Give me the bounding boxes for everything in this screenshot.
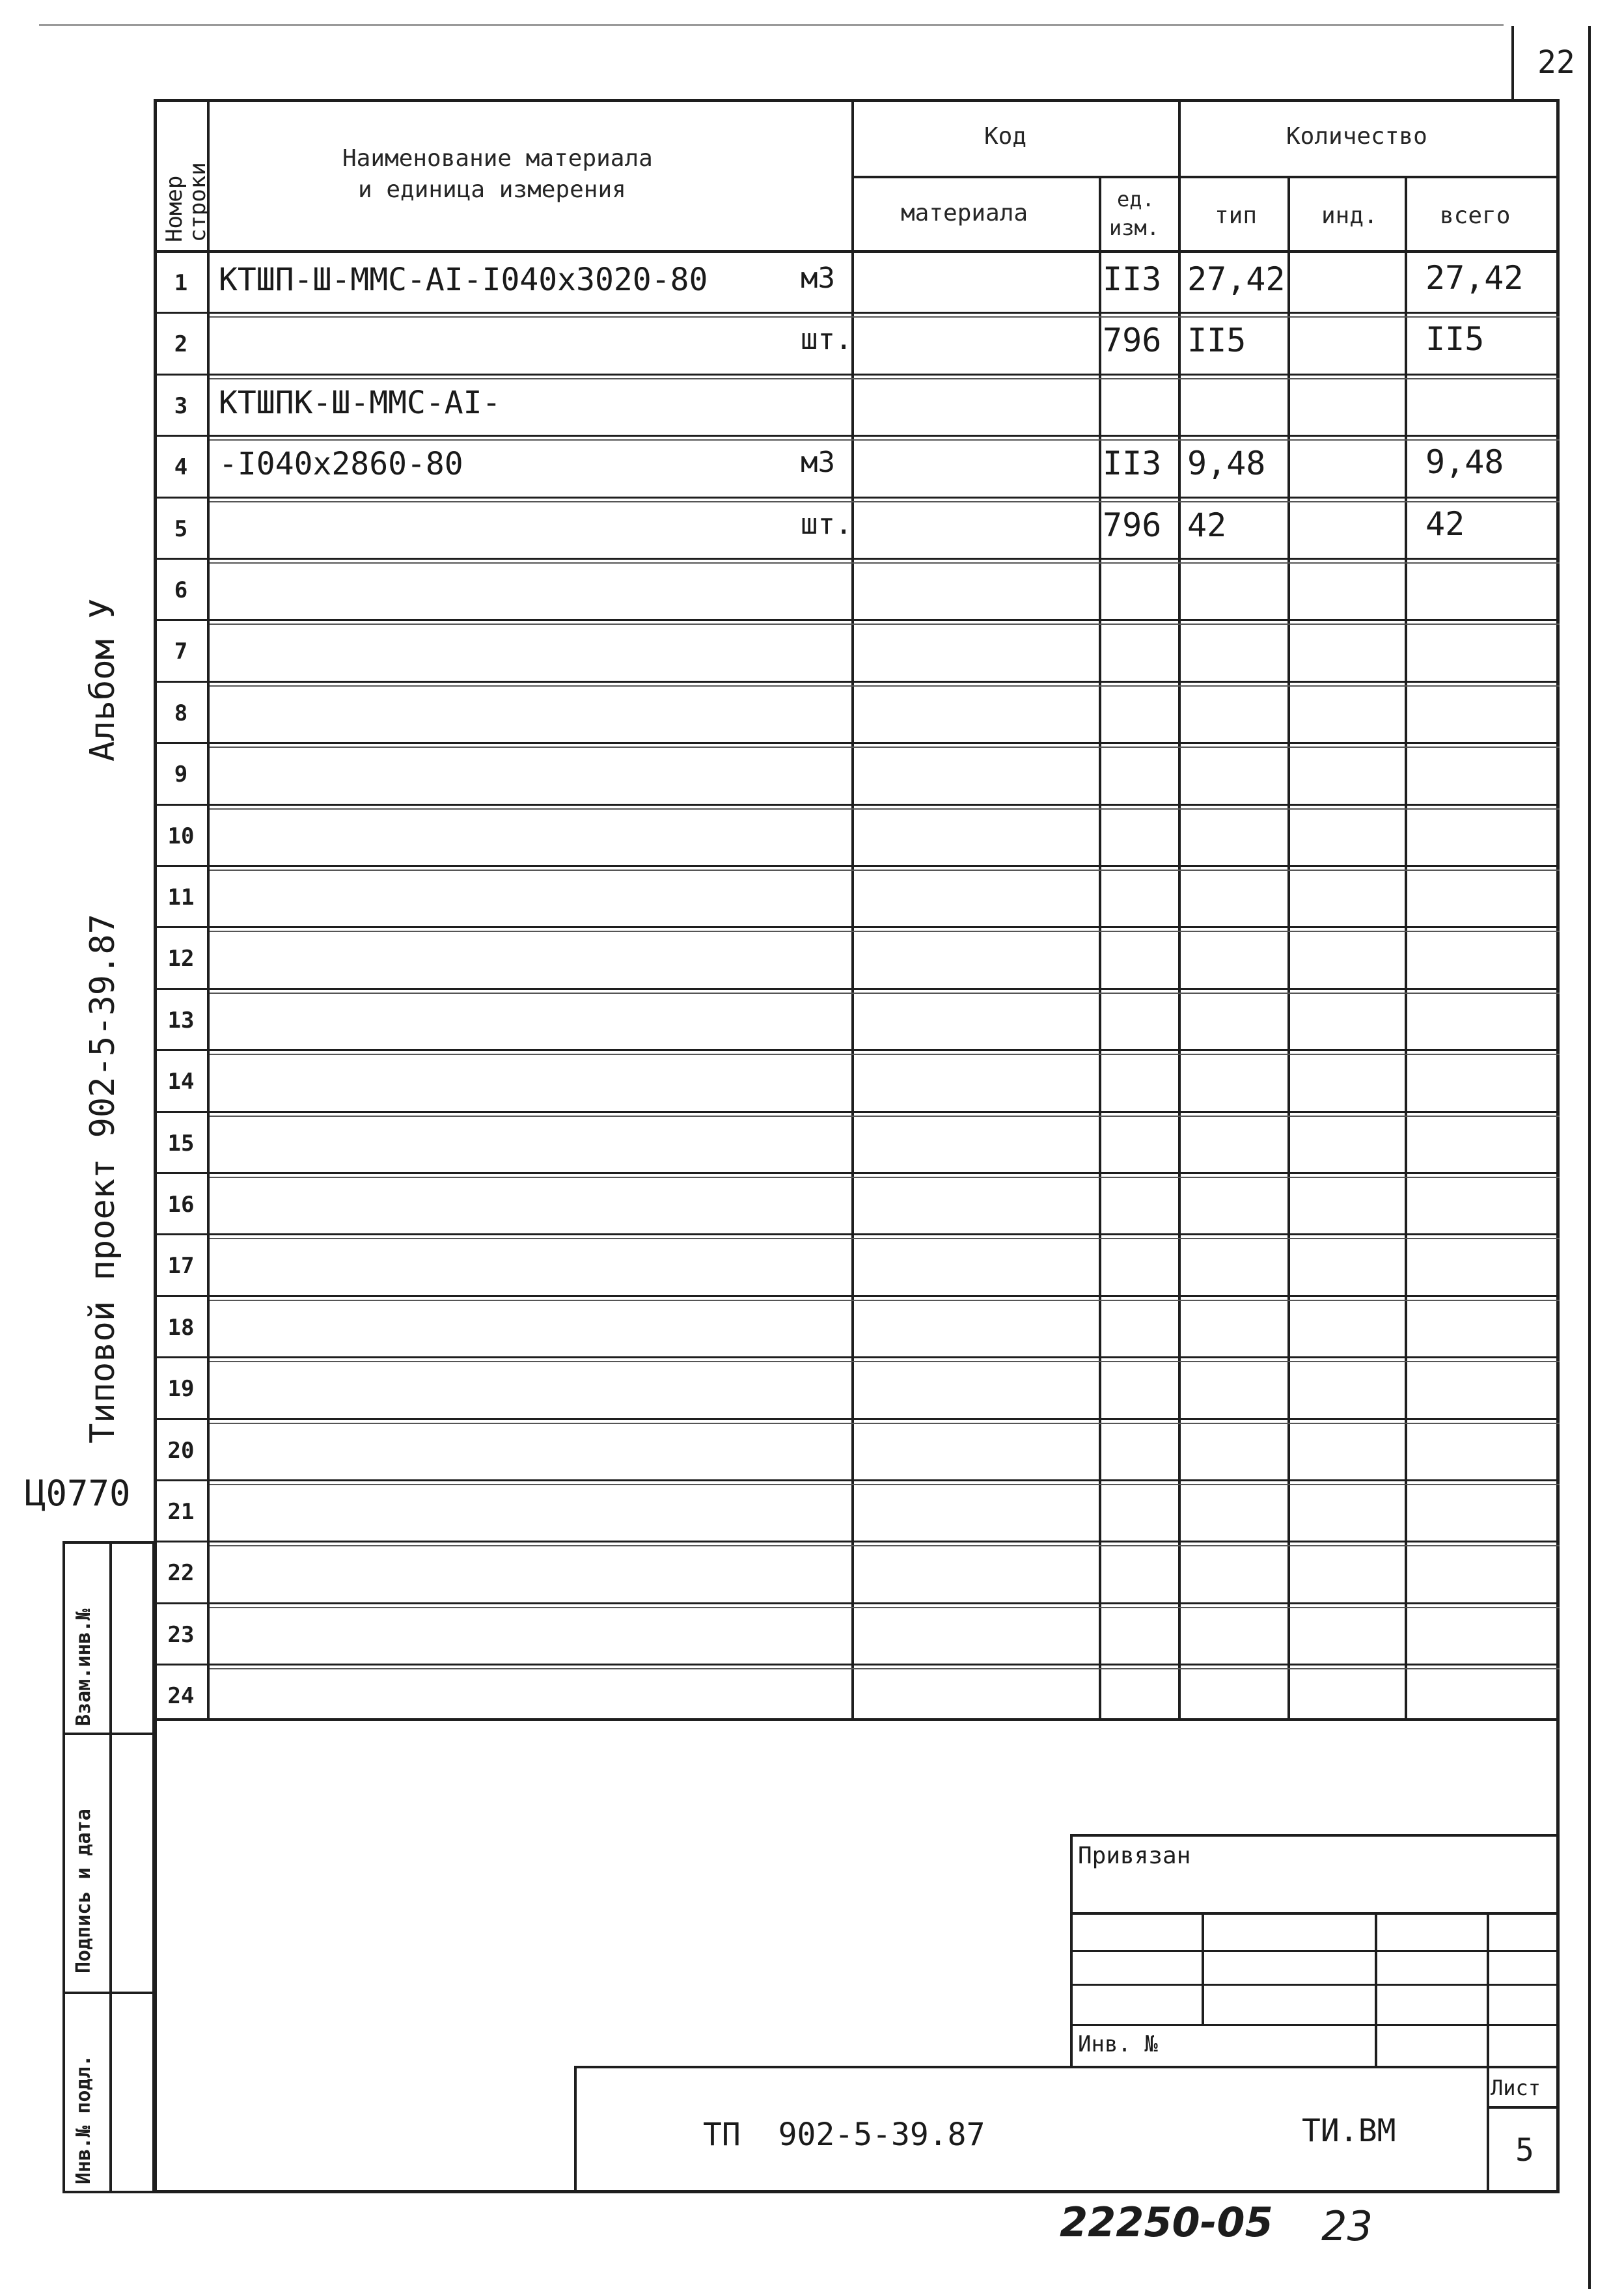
header-qty-group: Количество xyxy=(1286,123,1427,150)
row-type-qty: 9,48 xyxy=(1187,445,1266,483)
row-separator-inner xyxy=(210,808,1560,810)
row-separator-inner xyxy=(210,1054,1560,1055)
row-separator xyxy=(154,1664,1560,1665)
row-number: 7 xyxy=(174,638,188,665)
row-separator-inner xyxy=(210,1484,1560,1485)
row-separator xyxy=(154,1049,1560,1051)
row-separator xyxy=(154,742,1560,744)
row-name: КТШП-Ш-ММС-АI-I040x3020-80 xyxy=(219,262,708,298)
stamp-left xyxy=(574,2066,577,2193)
col-line-material xyxy=(1099,176,1101,1720)
row-type-qty: 42 xyxy=(1187,506,1227,544)
tb-vline-2 xyxy=(1375,1912,1377,2068)
stamp-top xyxy=(574,2066,1560,2068)
row-name: КТШПК-Ш-ММС-АI- xyxy=(219,384,501,421)
row-number: 10 xyxy=(167,823,195,849)
row-type-qty: II5 xyxy=(1187,322,1246,360)
row-separator-inner xyxy=(210,1116,1560,1117)
row-separator-inner xyxy=(210,501,1560,502)
row-total-qty: II5 xyxy=(1425,320,1485,359)
row-separator-inner xyxy=(210,1607,1560,1608)
row-number: 8 xyxy=(174,700,188,726)
header-name-1: Наименование материала xyxy=(342,145,653,172)
stamp-replace-inv: Взам.инв.№ xyxy=(72,1608,95,1726)
left-stamp-divider-2 xyxy=(62,1992,155,1994)
header-unit-2: изм. xyxy=(1109,215,1160,240)
bottom-page: 23 xyxy=(1321,2202,1373,2250)
row-number: 23 xyxy=(167,1621,195,1648)
stamp-signature-date: Подпись и дата xyxy=(72,1809,95,1973)
row-number: 4 xyxy=(174,454,188,481)
row-number: 12 xyxy=(167,946,195,972)
sheet-divider xyxy=(1487,2106,1560,2109)
header-code-group: Код xyxy=(984,123,1027,150)
row-number: 24 xyxy=(167,1683,195,1710)
tb-vline-3 xyxy=(1487,1912,1489,2193)
archive-code: Ц0770 xyxy=(25,1473,131,1514)
header-name-2: и единица измерения xyxy=(358,176,626,203)
row-separator xyxy=(154,1602,1560,1604)
title-block-top xyxy=(1070,1834,1560,1837)
row-total-qty: 9,48 xyxy=(1425,443,1504,482)
row-separator-inner xyxy=(210,931,1560,932)
row-separator xyxy=(154,619,1560,621)
row-separator-inner xyxy=(210,378,1560,379)
row-separator-inner xyxy=(210,1238,1560,1239)
header-ind: инд. xyxy=(1321,202,1378,229)
row-separator-inner xyxy=(210,316,1560,318)
row-number: 5 xyxy=(174,515,188,542)
row-separator xyxy=(154,1356,1560,1358)
header-type: тип xyxy=(1215,202,1258,229)
row-separator-inner xyxy=(210,1177,1560,1178)
bound-label: Привязан xyxy=(1078,1843,1191,1869)
tb-vline-1 xyxy=(1202,1912,1204,2024)
row-separator-inner xyxy=(210,747,1560,748)
col-line-unit xyxy=(1178,99,1181,1720)
page-number-divider xyxy=(1511,26,1514,99)
page-number: 22 xyxy=(1537,44,1575,81)
sheet-number: 5 xyxy=(1515,2132,1534,2169)
row-total-qty: 42 xyxy=(1425,504,1465,543)
table-bottom-line xyxy=(154,1718,1560,1721)
row-number: 13 xyxy=(167,1007,195,1034)
row-number: 2 xyxy=(174,331,188,358)
col-line-type xyxy=(1287,176,1290,1720)
inv-label: Инв. № xyxy=(1078,2031,1158,2057)
row-unit: шт. xyxy=(801,507,853,541)
row-number: 6 xyxy=(174,577,188,603)
row-separator-inner xyxy=(210,1300,1560,1301)
row-separator xyxy=(154,1479,1560,1481)
row-separator-inner xyxy=(210,439,1560,441)
section-code: ТИ.ВМ xyxy=(1302,2113,1396,2149)
top-rule xyxy=(39,24,1504,26)
row-number: 20 xyxy=(167,1437,195,1464)
row-separator xyxy=(154,865,1560,867)
row-number: 14 xyxy=(167,1069,195,1095)
row-unit: шт. xyxy=(801,323,853,357)
row-number: 15 xyxy=(167,1130,195,1157)
row-separator xyxy=(154,1418,1560,1420)
sheet-label: Лист xyxy=(1491,2076,1541,2100)
row-separator-inner xyxy=(210,1361,1560,1362)
row-unit-code: 796 xyxy=(1103,506,1162,544)
row-separator-inner xyxy=(210,685,1560,687)
row-number: 21 xyxy=(167,1499,195,1525)
row-separator-inner xyxy=(210,1668,1560,1669)
header-sub-line xyxy=(851,176,1560,178)
left-stamp-divider-1 xyxy=(62,1733,155,1735)
header-bottom-line xyxy=(154,250,1560,253)
row-separator xyxy=(154,1172,1560,1174)
header-total: всего xyxy=(1440,202,1511,229)
row-number: 11 xyxy=(167,884,195,911)
row-number: 1 xyxy=(174,270,188,296)
left-stamp-inner-line xyxy=(109,1541,112,2193)
row-separator xyxy=(154,558,1560,560)
row-separator xyxy=(154,1111,1560,1113)
row-number: 9 xyxy=(174,761,188,788)
row-separator-inner xyxy=(210,1545,1560,1546)
row-separator xyxy=(154,374,1560,376)
row-separator xyxy=(154,497,1560,499)
row-separator xyxy=(154,926,1560,928)
row-separator-inner xyxy=(210,870,1560,871)
row-unit: м3 xyxy=(801,446,835,480)
row-unit-code: 796 xyxy=(1103,322,1162,360)
row-number: 16 xyxy=(167,1192,195,1218)
row-separator-inner xyxy=(210,1423,1560,1424)
row-number: 18 xyxy=(167,1314,195,1341)
row-separator xyxy=(154,804,1560,806)
row-total-qty: 27,42 xyxy=(1425,259,1524,297)
row-number: 17 xyxy=(167,1253,195,1280)
row-unit-code: II3 xyxy=(1103,445,1162,483)
row-separator xyxy=(154,988,1560,990)
album-label: Альбом У xyxy=(83,598,122,761)
header-material: материала xyxy=(901,200,1028,226)
row-unit-code: II3 xyxy=(1103,260,1162,298)
row-separator xyxy=(154,1295,1560,1297)
row-separator xyxy=(154,1233,1560,1235)
row-number: 22 xyxy=(167,1560,195,1587)
header-unit-1: ед. xyxy=(1117,187,1155,212)
col-line-ind xyxy=(1405,176,1407,1720)
row-separator xyxy=(154,1541,1560,1542)
row-name: -I040x2860-80 xyxy=(219,446,463,483)
frame-right-shadow xyxy=(1588,26,1591,2289)
row-separator xyxy=(154,312,1560,314)
stamp-original-inv: Инв.№ подл. xyxy=(72,2055,95,2184)
bottom-code: 22250-05 xyxy=(1060,2199,1273,2246)
header-row-number xyxy=(163,112,210,242)
row-separator-inner xyxy=(210,993,1560,994)
header-row-number-text: Номер строки xyxy=(161,162,211,242)
row-separator xyxy=(154,435,1560,437)
row-unit: м3 xyxy=(801,262,835,295)
row-separator-inner xyxy=(210,624,1560,625)
designation: ТП 902-5-39.87 xyxy=(703,2117,985,2153)
row-separator-inner xyxy=(210,562,1560,564)
row-separator xyxy=(154,681,1560,683)
row-number: 3 xyxy=(174,392,188,419)
project-label: Типовой проект 902-5-39.87 xyxy=(83,914,122,1444)
row-number: 19 xyxy=(167,1376,195,1403)
row-type-qty: 27,42 xyxy=(1187,260,1286,298)
